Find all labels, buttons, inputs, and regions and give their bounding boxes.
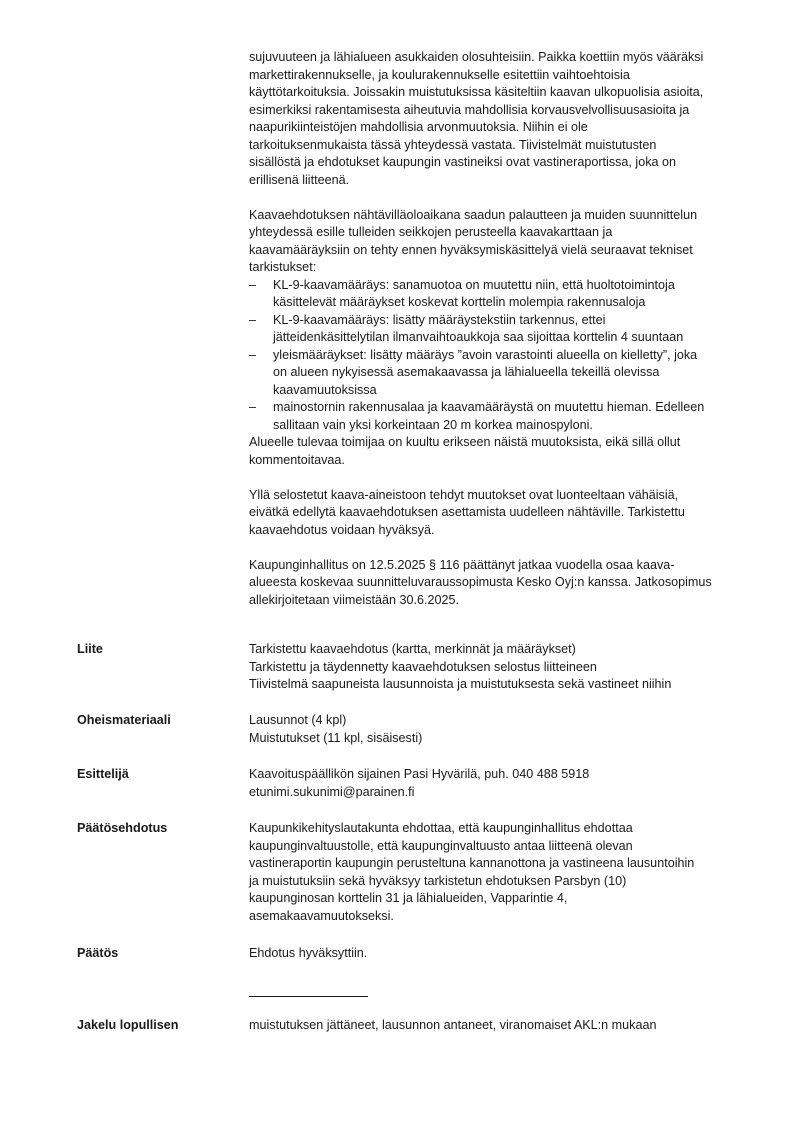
body-text-block: [249, 49, 719, 609]
paatos-text: Ehdotus hyväksyttiin.: [249, 946, 368, 960]
section-text-esittelija: [249, 766, 719, 801]
paragraph-tarkistukset-intro: Kaavaehdotuksen nähtävilläoloaikana saadun palautteen ja muiden suunnittelun yhteydessä esille tulleiden seikkojen perusteella kaavakarttaan ja kaavamääräyksiin on tehty ennen hyväksymiskäsittelyä vielä seuraavat tekniset tarkistukset:: [249, 207, 698, 274]
section-label-paatosehdotus: Päätösehdotus: [77, 821, 168, 835]
liite-text: Tarkistettu kaavaehdotus (kartta, merkinnät ja määräykset) Tarkistettu ja täydennetty kaavaehdotuksen selostus liitteineen Tiivistelmä saapuneista lausunnoista ja muistutuksesta sekä vastineet niihin: [249, 642, 672, 691]
divider-line: [249, 996, 368, 997]
tarkistukset-list: [249, 277, 719, 435]
paragraph-muistutukset: sujuvuuteen ja lähialueen asukkaiden olosuhteisiin. Paikka koettiin myös vääräksi markettirakennukselle, ja koulurakennukselle esitettiin vaihtoehtoisia käyttötarkoituksia. Joissakin muistutuksissa käsiteltiin kaavan ulkopuolisia asioita, esimerkiksi rakentamisesta aiheutuvia mahdollisia korvausvelvollisuusasioita ja naapurikiinteistöjen mahdollisia arvonmuutoksia. Niihin ei ole tarkoituksenmukaista tässä yhteydessä vastata. Tiivistelmät muistutusten sisällöstä ja ehdotukset kaupungin vastineiksi ovat vastineraportissa, joka on erillisenä liitteenä.: [249, 50, 704, 187]
list-item-text: yleismääräykset: lisätty määräys ”avoin varastointi alueella on kielletty”, joka on alueen nykyisessä asemakaavassa ja lähialueella tekeillä olevissa kaavamuutoksissa: [273, 347, 698, 397]
section-label-paatos: Päätös: [77, 946, 119, 960]
section-text-oheismateriaali: [249, 712, 719, 747]
esittelija-text: Kaavoituspäällikön sijainen Pasi Hyvärilä, puh. 040 488 5918 etunimi.sukunimi@parainen.fi: [249, 767, 590, 799]
list-item: – mainostornin rakennusalaa ja kaavamääräystä on muutettu hieman. Edelleen sallitaan vain yksi korkeintaan 20 m korkea mainospyloni.: [249, 400, 705, 432]
paragraph-kaupunginhallitus: Kaupunginhallitus on 12.5.2025 § 116 päättänyt jatkaa vuodella osaa kaava- alueesta koskevaa suunnitteluvaraussopimusta Kesko Oyj:n kanssa. Jatkosopimus allekirjoitetaan viimeistään 30.6.2025.: [249, 557, 712, 607]
list-item-text: KL-9-kaavamääräys: lisätty määräystekstiin tarkennus, ettei jätteidenkäsittelytilan ilmanvaihtoaukkoja saa sijoittaa korttelin 4 suuntaan: [273, 312, 684, 344]
section-label-esittelija: Esittelijä: [77, 767, 129, 781]
section-label-liite: Liite: [77, 642, 103, 656]
section-label-oheismateriaali: Oheismateriaali: [77, 713, 171, 727]
list-item-text: KL-9-kaavamääräys: sanamuotoa on muutettu niin, että huoltotoimintoja käsittelevät määräykset koskevat korttelin molempia rakennusaloja: [273, 277, 675, 309]
section-text-liite: [249, 641, 719, 694]
section-label-jakelu: Jakelu lopullisen: [77, 1018, 179, 1032]
section-text-jakelu: [249, 1017, 719, 1035]
paragraph-muutokset-vahaisia: Yllä selostetut kaava-aineistoon tehdyt muutokset ovat luonteeltaan vähäisiä, eivätkä edellytä kaavaehdotuksen asettamista uudelleen nähtäville. Tarkistettu kaavaehdotus voidaan hyväksyä.: [249, 487, 685, 537]
list-item: – KL-9-kaavamääräys: sanamuotoa on muutettu niin, että huoltotoimintoja käsittelevät määräykset koskevat korttelin molempia rakennusaloja: [249, 277, 675, 309]
list-item: – yleismääräykset: lisätty määräys ”avoin varastointi alueella on kielletty”, joka on alueen nykyisessä asemakaavassa ja lähialueella tekeillä olevissa kaavamuutoksissa: [249, 347, 698, 397]
jakelu-text: muistutuksen jättäneet, lausunnon antaneet, viranomaiset AKL:n mukaan: [249, 1018, 657, 1032]
list-item-text: mainostornin rakennusalaa ja kaavamääräystä on muutettu hieman. Edelleen sallitaan vain yksi korkeintaan 20 m korkea mainospyloni.: [273, 400, 705, 432]
list-item: – KL-9-kaavamääräys: lisätty määräystekstiin tarkennus, ettei jätteidenkäsittelytilan ilmanvaihtoaukkoja saa sijoittaa korttelin 4 suuntaan: [249, 312, 684, 344]
paragraph-toimija: Alueelle tulevaa toimijaa on kuultu erikseen näistä muutoksista, eikä sillä ollut kommentoitavaa.: [249, 435, 681, 467]
oheismateriaali-text: Lausunnot (4 kpl) Muistutukset (11 kpl, sisäisesti): [249, 713, 423, 745]
section-text-paatosehdotus: [249, 820, 719, 925]
section-text-paatos: [249, 945, 719, 963]
paatosehdotus-text: Kaupunkikehityslautakunta ehdottaa, että kaupunginhallitus ehdottaa kaupunginvaltuustolle, että kaupunginvaltuusto antaa liitteenä olevan vastineraportin kaupungin perusteltuna kannanottona ja vastineena lausuntoihin ja muistutuksiin sekä hyväksyy tarkistetun ehdotuksen Parsbyn (10) kaupunginosan korttelin 31 ja lähialueiden, Vapparintie 4, asemakaavamuutokseksi.: [249, 821, 695, 923]
